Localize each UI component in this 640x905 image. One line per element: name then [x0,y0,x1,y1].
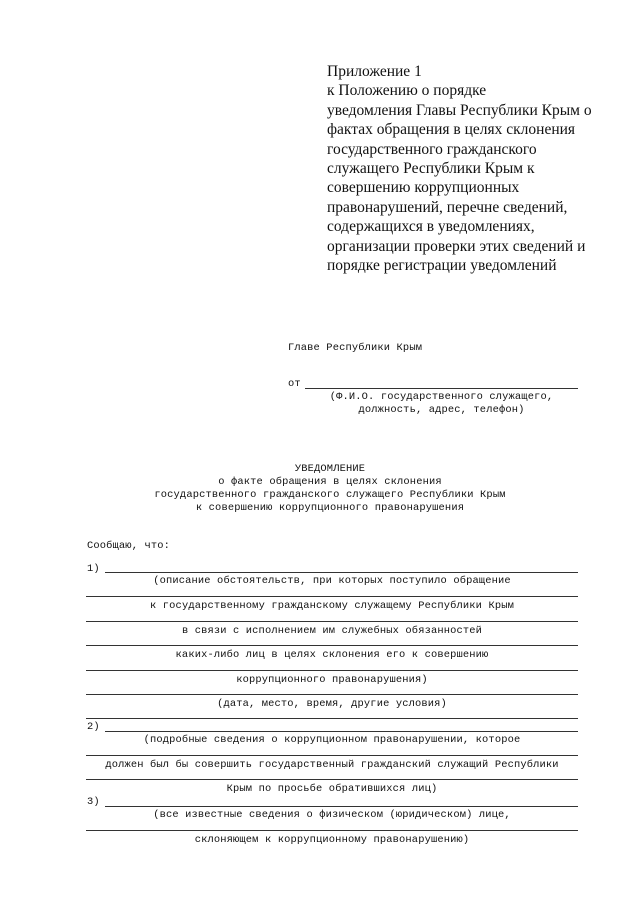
appendix-line: уведомления Главы Республики Крым о [327,101,592,119]
appendix-line: государственного гражданского [327,140,537,158]
item-1-hint-2: к государственному гражданскому служащему Республики Крым [150,600,514,612]
appendix-line: совершению коррупционных [327,179,520,197]
fill-line [86,779,578,780]
fill-line [86,830,578,831]
appendix-line: правонарушений, перечне сведений, [327,198,568,216]
item-3-number: 3) [87,796,100,808]
appendix-line: служащего Республики Крым к [327,160,535,178]
from-underline [305,388,578,389]
notice-subtitle-2: государственного гражданского служащего Республики Крым [154,489,506,501]
fill-line [105,572,578,573]
item-2-number: 2) [87,721,100,733]
fill-line [86,670,578,671]
item-1-hint-5: коррупционного правонарушения) [236,674,428,686]
item-1-hint-4: каких-либо лиц в целях склонения его к совершению [175,649,489,661]
item-2-hint-2: должен был бы совершить государственный гражданский служащий Республики [105,759,559,771]
notice-subtitle-3: к совершению коррупционного правонарушения [195,502,465,514]
notice-subtitle-1: о факте обращения в целях склонения [218,476,442,488]
from-label: от [288,378,301,390]
appendix-line: порядке регистрации уведомлений [327,257,557,275]
from-hint-2: должность, адрес, телефон) [358,404,525,416]
item-2-hint-1: (подробные сведения о коррупционном правонарушении, которое [143,734,521,746]
fill-line [105,731,578,732]
fill-line [86,694,578,695]
item-1-hint-1: (описание обстоятельств, при которых поступило обращение [153,575,511,587]
item-2-hint-3: Крым по просьбе обратившихся лиц) [226,783,438,795]
item-3-hint-2: склоняющем к коррупционному правонарушению) [194,834,470,846]
item-1-hint-6: (дата, место, время, другие условия) [217,698,447,710]
appendix-header [327,62,617,275]
addressee-to: Главе Республики Крым [288,342,423,354]
appendix-line: организации проверки этих сведений и [327,237,586,255]
from-hint-1: (Ф.И.О. государственного служащего, [329,391,554,403]
appendix-line: содержащихся в уведомлениях, [327,218,535,236]
fill-line [86,596,578,597]
appendix-line: фактах обращения в целях склонения [327,121,576,139]
item-1-number: 1) [87,563,100,575]
fill-line [86,645,578,646]
item-1-hint-3: в связи с исполнением им служебных обязанностей [181,625,483,637]
appendix-line: Приложение 1 [327,63,422,80]
fill-line [86,621,578,622]
fill-line [105,806,578,807]
fill-line [86,755,578,756]
body-intro: Сообщаю, что: [87,540,171,552]
fill-line [86,718,578,719]
item-3-hint-1: (все известные сведения о физическом (юридическом) лице, [153,809,511,821]
appendix-line: к Положению о порядке [327,82,487,100]
notice-title: УВЕДОМЛЕНИЕ [294,463,366,475]
